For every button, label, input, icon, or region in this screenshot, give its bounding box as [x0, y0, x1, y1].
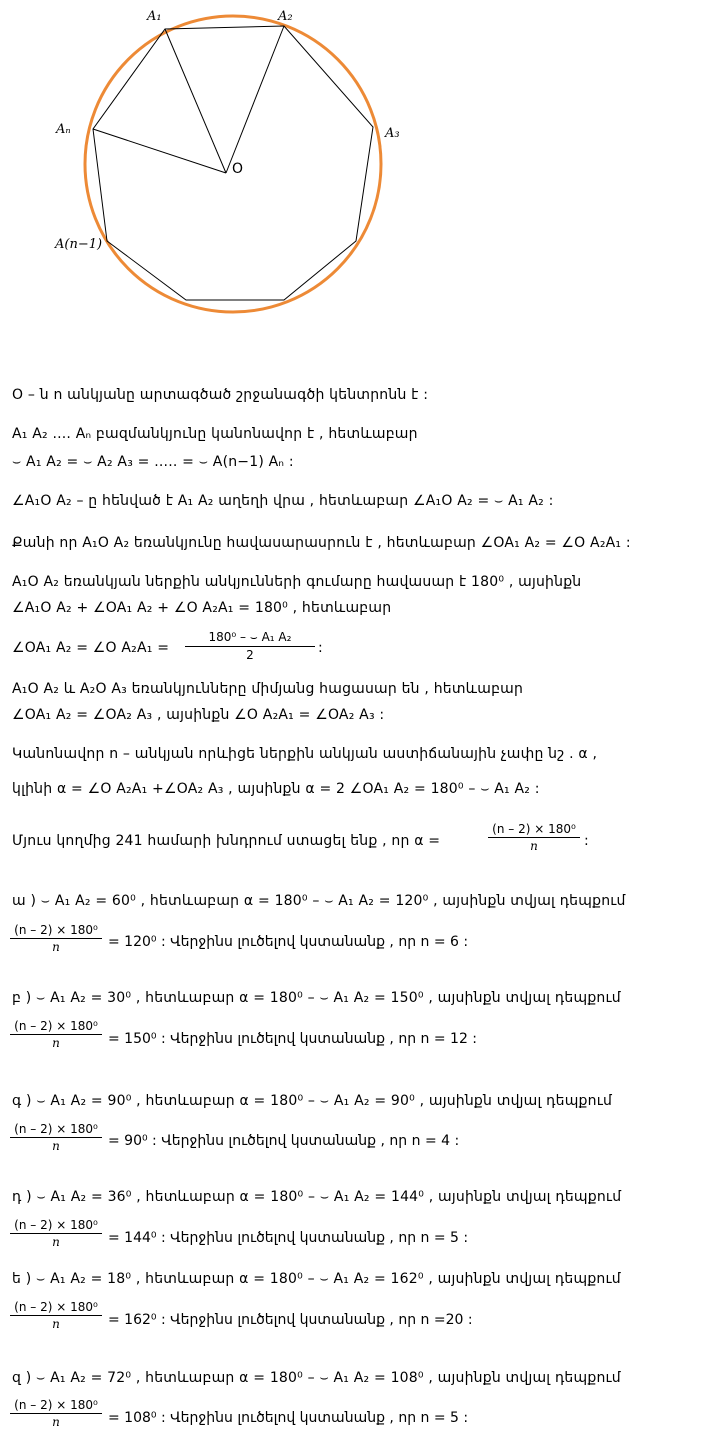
fraction-numerator: (n – 2) × 180⁰: [488, 822, 580, 838]
proof-line-11: Կանոնավոր n – անկյան որևիցե ներքին անկյան աստիճանային չափը նշ . α ,: [12, 746, 598, 762]
proof-line-2: A₁ A₂ .... Aₙ բազմանկյունը կանոնավոր է , հետևաբար: [12, 426, 418, 442]
label-o: O: [232, 161, 244, 177]
proof-line-4: ∠A₁O A₂ – ը հենված է A₁ A₂ աղեղի վրա , հետևաբար ∠A₁O A₂ = ⌣ A₁ A₂ :: [12, 493, 554, 509]
label-a2: A₂: [278, 9, 293, 24]
proof-line-12: կլինի α = ∠O A₂A₁ +∠OA₂ A₃ , այսինքն α = 2 ∠OA₁ A₂ = 180⁰ – ⌣ A₁ A₂ :: [12, 781, 540, 797]
proof-line-5: Քանի որ A₁O A₂ եռանկյունը հավասարասրուն է , հետևաբար ∠OA₁ A₂ = ∠O A₂A₁ :: [12, 535, 631, 551]
case-fraction: [10, 923, 102, 954]
case-result: = 150⁰ : Վերջինս լուծելով կստանանք , որ n = 12 :: [108, 1031, 478, 1047]
case-fraction: [10, 1398, 102, 1429]
case-result: = 120⁰ : Վերջինս լուծելով կստանանք , որ n = 6 :: [108, 934, 469, 950]
fraction-denominator: n: [52, 1139, 60, 1153]
proof-line-3: ⌣ A₁ A₂ = ⌣ A₂ A₃ = ..... = ⌣ A(n−1) Aₙ :: [12, 454, 294, 470]
label-a3: A₃: [385, 126, 400, 141]
case-result: = 162⁰ : Վերջինս լուծելով կստանանք , որ n =20 :: [108, 1312, 473, 1328]
case-line: ա ) ⌣ A₁ A₂ = 60⁰ , հետևաբար α = 180⁰ – ⌣ A₁ A₂ = 120⁰ , այսինքն տվյալ դեպքում: [12, 893, 626, 909]
fraction-denominator: n: [52, 1235, 60, 1249]
fraction-denominator: 2: [246, 648, 254, 662]
radius-oa1: [165, 29, 226, 173]
radius-oan: [93, 129, 226, 173]
proof-line-7: ∠A₁O A₂ + ∠OA₁ A₂ + ∠O A₂A₁ = 180⁰ , հետևաբար: [12, 600, 392, 616]
case-fraction: [10, 1122, 102, 1153]
proof-line-10: ∠OA₁ A₂ = ∠OA₂ A₃ , այսինքն ∠O A₂A₁ = ∠OA₂ A₃ :: [12, 707, 385, 723]
fraction-denominator: n: [52, 1317, 60, 1331]
case-fraction: [10, 1218, 102, 1249]
case-result: = 90⁰ : Վերջինս լուծելով կստանանք , որ n = 4 :: [108, 1133, 460, 1149]
proof-line-6: A₁O A₂ եռանկյան ներքին անկյունների գումարը հավասար է 180⁰ , այսինքն: [12, 574, 582, 590]
fraction-denominator: n: [530, 839, 538, 853]
fraction-numerator: (n – 2) × 180⁰: [10, 1398, 102, 1414]
fraction-denominator: n: [52, 1415, 60, 1429]
case-result: = 144⁰ : Վերջինս լուծելով կստանանք , որ n = 5 :: [108, 1230, 469, 1246]
case-fraction: [10, 1019, 102, 1050]
proof-line-9: A₁O A₂ և A₂O A₃ եռանկյունները միմյանց հացասար են , հետևաբար: [12, 681, 524, 697]
case-line: դ ) ⌣ A₁ A₂ = 36⁰ , հետևաբար α = 180⁰ – ⌣ A₁ A₂ = 144⁰ , այսինքն տվյալ դեպքում: [12, 1189, 622, 1205]
case-fraction: [10, 1300, 102, 1331]
fraction-numerator: (n – 2) × 180⁰: [10, 1300, 102, 1316]
proof-line-8-end: :: [318, 640, 323, 656]
label-a1: A₁: [147, 9, 162, 24]
case-line: զ ) ⌣ A₁ A₂ = 72⁰ , հետևաբար α = 180⁰ – ⌣ A₁ A₂ = 108⁰ , այսինքն տվյալ դեպքում: [12, 1370, 621, 1386]
fraction-numerator: (n – 2) × 180⁰: [10, 1019, 102, 1035]
polygon-figure: [0, 0, 719, 330]
fraction-numerator: (n – 2) × 180⁰: [10, 1218, 102, 1234]
radius-oa2: [226, 26, 284, 173]
label-an: Aₙ: [56, 122, 71, 137]
proof-line-13: Մյուս կողմից 241 համարի խնդրում ստացել ենք , որ α =: [12, 833, 441, 849]
case-result: = 108⁰ : Վերջինս լուծելով կստանանք , որ n = 5 :: [108, 1410, 469, 1426]
proof-line-13-end: :: [584, 833, 589, 849]
label-an1: A(n−1): [55, 237, 103, 252]
proof-line-8: ∠OA₁ A₂ = ∠O A₂A₁ =: [12, 640, 170, 656]
case-line: բ ) ⌣ A₁ A₂ = 30⁰ , հետևաբար α = 180⁰ – ⌣ A₁ A₂ = 150⁰ , այսինքն տվյալ դեպքում: [12, 990, 621, 1006]
fraction-base-angle: [185, 630, 315, 662]
fraction-numerator: 180⁰ – ⌣ A₁ A₂: [185, 630, 315, 647]
fraction-numerator: (n – 2) × 180⁰: [10, 1122, 102, 1138]
fraction-denominator: n: [52, 1036, 60, 1050]
fraction-denominator: n: [52, 940, 60, 954]
case-line: ե ) ⌣ A₁ A₂ = 18⁰ , հետևաբար α = 180⁰ – ⌣ A₁ A₂ = 162⁰ , այսինքն տվյալ դեպքում: [12, 1271, 621, 1287]
proof-line-1: O – ն n անկյանը արտագծած շրջանագծի կենտրոնն է :: [12, 387, 429, 403]
fraction-alpha-formula: [488, 822, 580, 853]
fraction-numerator: (n – 2) × 180⁰: [10, 923, 102, 939]
case-line: գ ) ⌣ A₁ A₂ = 90⁰ , հետևաբար α = 180⁰ – ⌣ A₁ A₂ = 90⁰ , այսինքն տվյալ դեպքում: [12, 1093, 613, 1109]
